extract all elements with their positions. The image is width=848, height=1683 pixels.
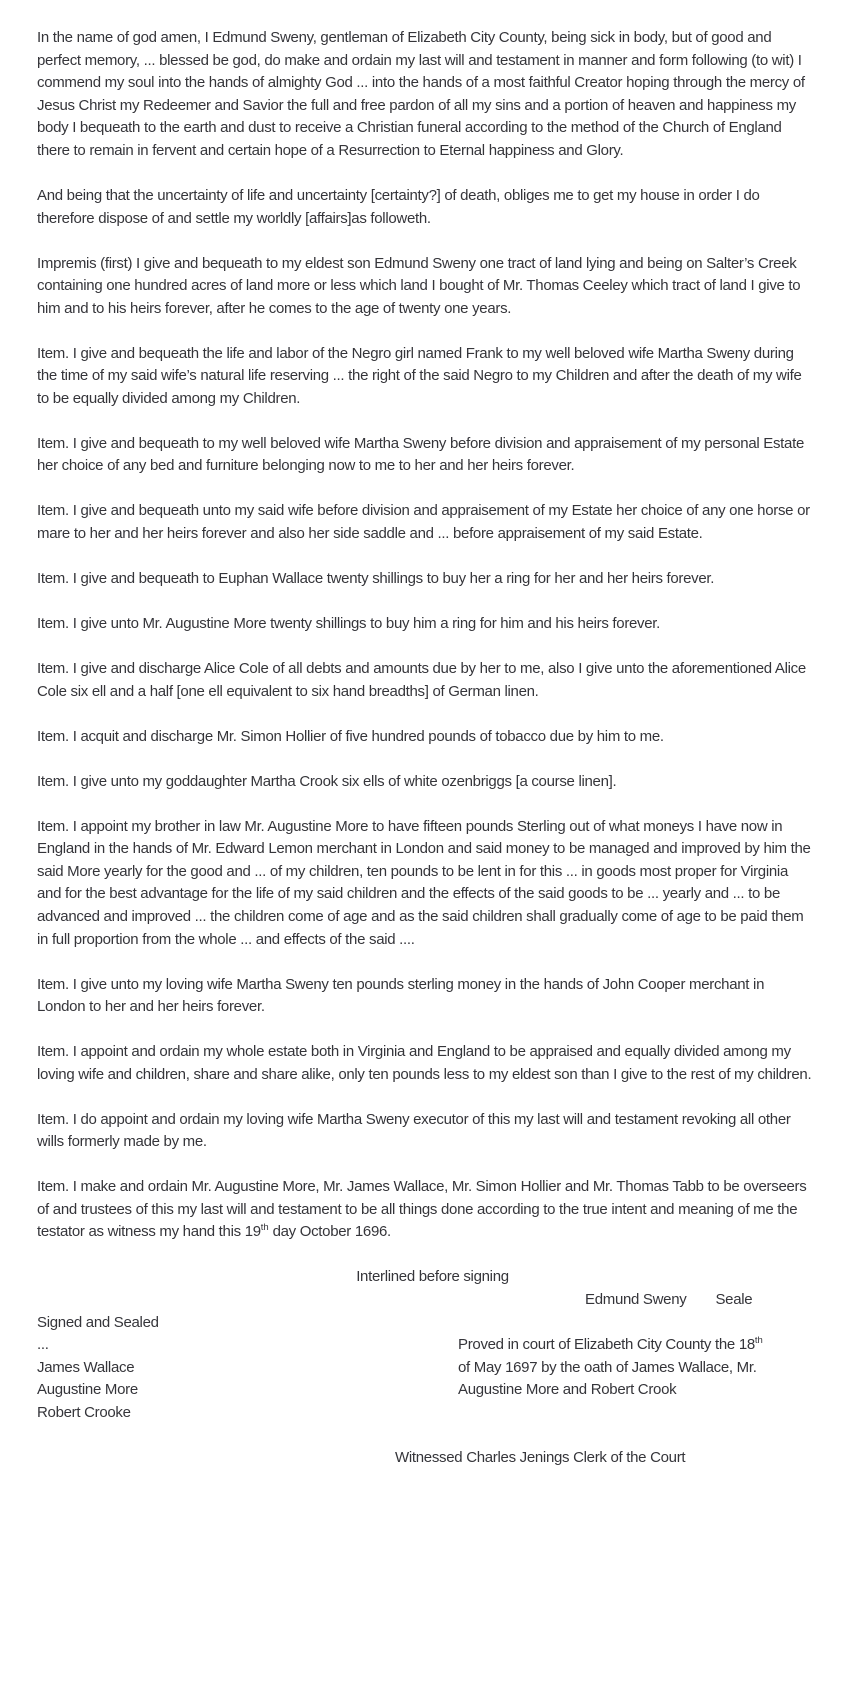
paragraph-item-martha-crook: Item. I give unto my goddaughter Martha Crook six ells of white ozenbriggs [a course linen].: [37, 772, 617, 790]
paragraph-opening: In the name of god amen, I Edmund Sweny, gentleman of Elizabeth City County, being sick in body, but of good and perfect memory, ... blessed be god, do make and ordain my last will and testament in manner and form following (to wit) I commend my soul into the hands of almighty God ... into the hands of a most faithful Creator hoping through the mercy of Jesus Christ my Redeemer and Savior the full and free pardon of all my sins and a portion of heaven and happiness my body I bequeath to the earth and dust to receive a Christian funeral according to the method of the Church of England there to remain in fervent and certain hope of a Resurrection to Eternal happiness and Glory.: [37, 29, 805, 159]
paragraph-item-alice-cole: Item. I give and discharge Alice Cole of all debts and amounts due by her to me, also I give unto the aforementioned Alice Cole six ell and a half [one ell equivalent to six hand breadths] of German linen.: [37, 660, 806, 700]
paragraph-item-augustine-more-ring: Item. I give unto Mr. Augustine More twenty shillings to buy him a ring for him and his heirs forever.: [37, 615, 661, 633]
overseers-text-end: day October 1696.: [268, 1223, 391, 1241]
paragraph-item-negro-girl: Item. I give and bequeath the life and labor of the Negro girl named Frank to my well beloved wife Martha Sweny during the time of my said wife’s natural life reserving ... the right of the said Negro to my Children and after the death of my wife to be equally divided among my Children.: [37, 344, 802, 407]
paragraph-item-overseers: [37, 1176, 812, 1244]
probate-line-1-text: Proved in court of Elizabeth City County the 18: [458, 1336, 755, 1354]
witness-column: [37, 1312, 458, 1425]
paragraph-item-simon-hollier: Item. I acquit and discharge Mr. Simon Hollier of five hundred pounds of tobacco due by him to me.: [37, 727, 664, 745]
overseers-text: Item. I make and ordain Mr. Augustine More, Mr. James Wallace, Mr. Simon Hollier and Mr. Thomas Tabb to be overseers of and trustees of this my last will and testament to be all things done according to the true intent and meaning of me the testator as witness my hand this 19: [37, 1178, 807, 1241]
seal-label: Seale: [715, 1291, 753, 1308]
signed-and-sealed-label: Signed and Sealed: [37, 1313, 159, 1331]
ordinal-superscript-19th: th: [260, 1222, 269, 1234]
probate-line-1: [458, 1334, 812, 1357]
probate-line-3: Augustine More and Robert Crook: [458, 1381, 677, 1399]
paragraph-uncertainty: And being that the uncertainty of life and uncertainty [certainty?] of death, obliges me to get my house in order I do therefore dispose of and settle my worldly [affairs]as followeth.: [37, 186, 760, 227]
probate-spacer-line: [458, 1312, 812, 1335]
probate-line-2: of May 1697 by the oath of James Wallace, Mr.: [458, 1358, 757, 1376]
probate-column: [458, 1312, 812, 1425]
paragraph-item-euphan-wallace: Item. I give and bequeath to Euphan Wallace twenty shillings to buy her a ring for her and her heirs forever.: [37, 570, 715, 588]
paragraph-item-executor: Item. I do appoint and ordain my loving wife Martha Sweny executor of this my last will and testament revoking all other wills formerly made by me.: [37, 1110, 791, 1151]
paragraph-item-john-cooper: Item. I give unto my loving wife Martha Sweny ten pounds sterling money in the hands of John Cooper merchant in London to her and her heirs forever.: [37, 975, 765, 1016]
paragraph-impremis: Impremis (first) I give and bequeath to my eldest son Edmund Sweny one tract of land lying and being on Salter’s Creek containing one hundred acres of land more or less which land I bought of Mr. Thomas Ceeley which tract of land I give to him and to his heirs forever, after he comes to the age of twenty one years.: [37, 254, 801, 317]
paragraph-item-whole-estate: Item. I appoint and ordain my whole estate both in Virginia and England to be appraised and equally divided among my loving wife and children, share and share alike, only ten pounds less to my eldest son than I give to the rest of my children.: [37, 1043, 812, 1083]
paragraph-item-bed-furniture: Item. I give and bequeath to my well beloved wife Martha Sweny before division and appraisement of my personal Estate her choice of any bed and furniture belonging now to me to her and her heirs forever.: [37, 434, 805, 475]
witness-james-wallace: James Wallace: [37, 1358, 135, 1376]
witness-robert-crooke: Robert Crooke: [37, 1403, 131, 1421]
witness-augustine-more: Augustine More: [37, 1381, 138, 1399]
paragraph-item-horse-saddle: Item. I give and bequeath unto my said wife before division and appraisement of my Estate her choice of any one horse or mare to her and her heirs forever and also her side saddle and ... before appraisement of my said Estate.: [37, 502, 810, 543]
ordinal-superscript-18th: th: [754, 1335, 763, 1347]
clerk-witness-line: Witnessed Charles Jenings Clerk of the Court: [395, 1448, 686, 1466]
paragraph-item-brother-in-law: Item. I appoint my brother in law Mr. Augustine More to have fifteen pounds Sterling out of what moneys I have now in England in the hands of Mr. Edward Lemon merchant in London and said money to be managed and improved by him the said More yearly for the good and ... of my children, ten pounds to be lent in for this ... in goods most proper for Virginia and for the best advantage for the life of my said children and the effects of the said goods to be ... yearly and ... to be advanced and improved ... the children come of age and as the said children shall gradually come of age to be paid them in full proportion from the whole ... and effects of the said ....: [37, 817, 811, 948]
signing-columns: [37, 1312, 812, 1425]
testator-signature-name: Edmund Sweny: [585, 1291, 687, 1308]
witness-ellipsis: ...: [37, 1336, 49, 1354]
signature-line: [37, 1289, 812, 1312]
interlined-note: Interlined before signing: [356, 1268, 509, 1286]
